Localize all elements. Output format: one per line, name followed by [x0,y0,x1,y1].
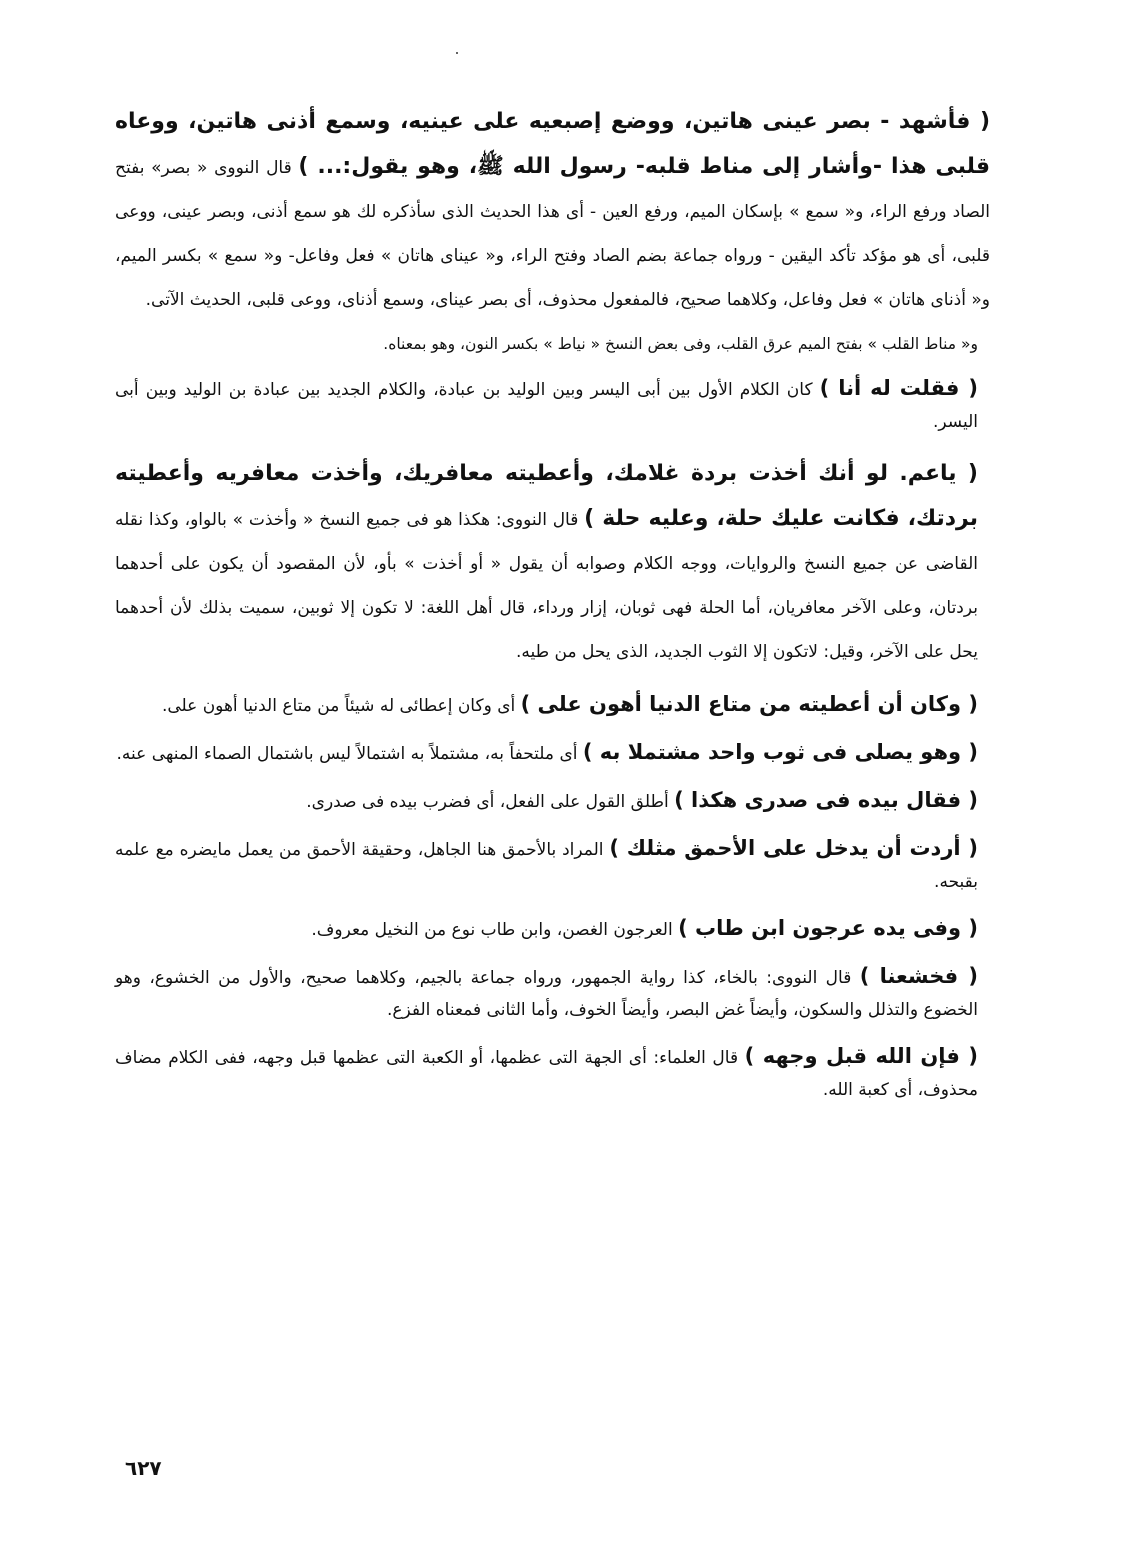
commentary-text: أى وكان إعطائى له شيئاً من متاع الدنيا أهون على. [161,696,521,716]
commentary-body [115,100,990,1106]
commentary-text: قال النووى: هكذا هو فى جميع النسخ « وأخذت » بالواو، وكذا نقله القاضى عن جميع النسخ والروايات، ووجه الكلام وصوابه أن يقول « أو أخذت » بأو، لأن المقصود أن يكون على أحدهما بردتان، وعلى الآخر معافريان، أما الحلة فهى ثوبان، إزار ورداء، قال أهل اللغة: لا تكون إلا ثوبين، سميت بذلك لأن أحدهما يحل على الآخر، وقيل: لاتكون إلا الثوب الجديد، الذى يحل من طيه. [115,510,978,662]
commentary-text: المراد بالأحمق هنا الجاهل، وحقيقة الأحمق من يعمل مايضره مع علمه بقبحه. [115,840,978,892]
paragraph-thawb-wahid [115,736,990,770]
paragraph-ya-am [115,452,990,674]
commentary-text: قال النووى: بالخاء، كذا رواية الجمهور، ورواه جماعة بالجيم، وكلاهما صحيح، والأول من الخشوع، وهو الخضوع والتذلل والسكون، وأيضاً غض البصر، وأيضاً الخوف، وأما الثانى فمعناه الفزع. [115,968,978,1020]
hadith-quote: ( فقلت له أنا ) [819,376,978,400]
paragraph-urjun [115,912,990,946]
hadith-quote: ( ياعم. لو أنك أخذت بردة غلامك، وأعطيته معافريك، وأخذت معافريه وأعطيته بردتك، فكانت عليك حلة، وعليه حلة ) [115,461,978,531]
commentary-text: كان الكلام الأول بين أبى اليسر وبين الوليد بن عبادة، والكلام الجديد بين عبادة بن الوليد وبين أبى اليسر. [115,380,978,432]
paragraph-matau-dunya [115,688,990,722]
paragraph-khashana [115,960,990,1026]
paragraph-faqultu [115,372,990,438]
paragraph-qala-biyadihi [115,784,990,818]
commentary-text: قال العلماء: أى الجهة التى عظمها، أو الكعبة التى عظمها قبل وجهه، ففى الكلام مضاف محذوف، أى كعبة الله. [115,1048,978,1100]
paragraph-manat-note [115,330,990,358]
commentary-text: قال النووى « بصر» بفتح الصاد ورفع الراء، و« سمع » بإسكان الميم، ورفع العين - أى هذا الحديث الذى سأذكره لك هو سمع أذنى، وبصر عينى، ووعى قلبى، أى هو مؤكد تأكد اليقين - ورواه جماعة بضم الصاد وفتح الراء، و« عيناى هاتان » فعل وفاعل- و« سمع » بكسر الميم، و« أذناى هاتان » فعل وفاعل، وكلاهما صحيح، فالمفعول محذوف، أى بصر عيناى، وسمع أذناى، ووعى قلبى، الحديث الآتى. [115,158,990,310]
hadith-quote: ( فإن الله قبل وجهه ) [744,1044,978,1068]
hadith-quote: ( فخشعنا ) [859,964,978,988]
commentary-text: العرجون الغصن، وابن طاب نوع من النخيل معروف. [311,920,679,940]
paragraph-ahmaq [115,832,990,898]
hadith-quote: ( وفى يده عرجون ابن طاب ) [678,916,978,940]
page-number: ٦٢٧ [125,1456,162,1480]
hadith-quote: ( فقال بيده فى صدرى هكذا ) [674,788,978,812]
paragraph-witness [115,100,990,322]
commentary-text: أطلق القول على الفعل، أى فضرب بيده فى صدرى. [306,792,675,812]
top-dot-mark [454,50,460,56]
commentary-text: و« مناط القلب » بفتح الميم عرق القلب، وفى بعض النسخ « نياط » بكسر النون، وهو بمعناه. [383,335,978,353]
hadith-quote: ( فأشهد - بصر عينى هاتين، ووضع إصبعيه على عينيه، وسمع أذنى هاتين، ووعاه قلبى هذا -وأشار إلى مناط قلبه- رسول الله ﷺ، وهو يقول:... ) [115,109,990,179]
commentary-text: أى ملتحفاً به، مشتملاً به اشتمالاً ليس باشتمال الصماء المنهى عنه. [116,744,583,764]
hadith-quote: ( وهو يصلى فى ثوب واحد مشتملا به ) [582,740,978,764]
hadith-quote: ( أردت أن يدخل على الأحمق مثلك ) [609,836,978,860]
hadith-quote: ( وكان أن أعطيته من متاع الدنيا أهون على ) [520,692,978,716]
paragraph-qibal-wajhihi [115,1040,990,1106]
